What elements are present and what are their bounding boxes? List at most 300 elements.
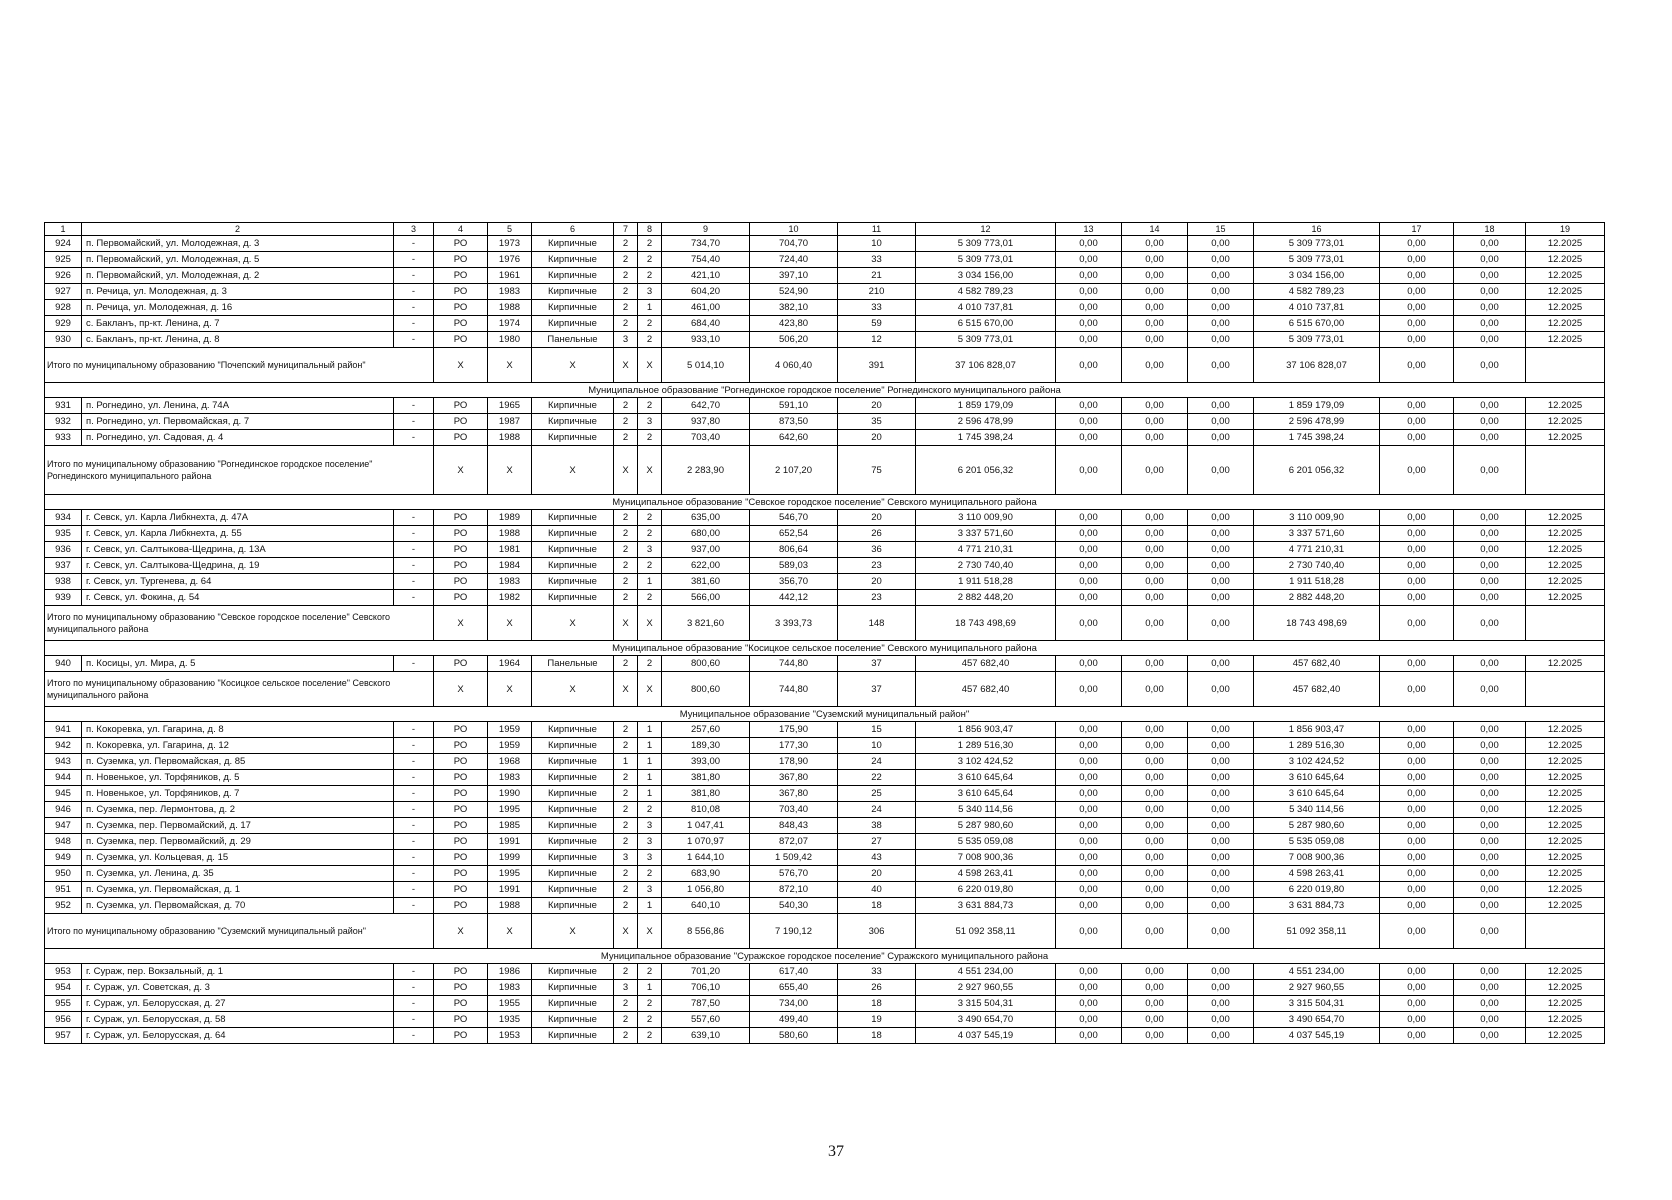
table-row [45, 818, 1605, 834]
data-cell: - [394, 850, 434, 866]
data-cell: 12.2025 [1526, 722, 1605, 738]
data-cell: 24 [838, 754, 916, 770]
table-row [45, 332, 1605, 348]
data-cell: 12.2025 [1526, 738, 1605, 754]
data-cell: 0,00 [1380, 786, 1454, 802]
data-cell: 2 [638, 430, 662, 446]
data-cell: 0,00 [1454, 510, 1526, 526]
data-cell: 2 [638, 802, 662, 818]
row-number-cell: 954 [45, 980, 82, 996]
data-cell: 0,00 [1188, 300, 1254, 316]
data-cell: 0,00 [1188, 542, 1254, 558]
data-cell: 1 745 398,24 [1254, 430, 1380, 446]
data-cell: 0,00 [1122, 1012, 1188, 1028]
total-cell [1526, 606, 1605, 641]
data-cell: 0,00 [1188, 882, 1254, 898]
data-cell: 0,00 [1188, 786, 1254, 802]
column-number-cell: 2 [82, 223, 394, 236]
data-cell: 684,40 [662, 316, 750, 332]
data-cell: 461,00 [662, 300, 750, 316]
data-cell: 421,10 [662, 268, 750, 284]
data-cell: 540,30 [750, 898, 838, 914]
data-cell: 546,70 [750, 510, 838, 526]
data-cell: 524,90 [750, 284, 838, 300]
total-cell: 0,00 [1188, 606, 1254, 641]
data-cell: 0,00 [1380, 332, 1454, 348]
table-row [45, 866, 1605, 882]
data-cell: 0,00 [1122, 1028, 1188, 1044]
data-cell: Кирпичные [532, 430, 614, 446]
data-cell: 0,00 [1122, 398, 1188, 414]
column-number-cell: 4 [434, 223, 488, 236]
data-cell: 0,00 [1122, 818, 1188, 834]
data-cell: РО [434, 980, 488, 996]
data-cell: 639,10 [662, 1028, 750, 1044]
data-cell: 1935 [488, 1012, 532, 1028]
data-cell: РО [434, 574, 488, 590]
data-cell: 12.2025 [1526, 252, 1605, 268]
data-cell: 0,00 [1454, 770, 1526, 786]
data-cell: 576,70 [750, 866, 838, 882]
row-number-cell: 952 [45, 898, 82, 914]
data-cell: 381,80 [662, 786, 750, 802]
data-cell: 27 [838, 834, 916, 850]
data-cell: 4 582 789,23 [916, 284, 1056, 300]
total-cell: 7 190,12 [750, 914, 838, 949]
table-row [45, 414, 1605, 430]
data-cell: РО [434, 1028, 488, 1044]
data-cell: 12.2025 [1526, 268, 1605, 284]
column-number-cell: 17 [1380, 223, 1454, 236]
data-cell: - [394, 754, 434, 770]
column-number-cell: 18 [1454, 223, 1526, 236]
data-cell: 0,00 [1380, 414, 1454, 430]
data-cell: Кирпичные [532, 284, 614, 300]
data-cell: 706,10 [662, 980, 750, 996]
data-cell: 0,00 [1454, 526, 1526, 542]
data-cell: 0,00 [1188, 574, 1254, 590]
data-cell: 12.2025 [1526, 754, 1605, 770]
data-cell: Кирпичные [532, 542, 614, 558]
data-cell: 3 [638, 818, 662, 834]
address-cell: п. Речица, ул. Молодежная, д. 3 [82, 284, 394, 300]
data-cell: 2 [614, 722, 638, 738]
data-cell: 3 102 424,52 [1254, 754, 1380, 770]
data-cell: 12.2025 [1526, 574, 1605, 590]
total-cell: 0,00 [1188, 446, 1254, 495]
data-cell: Кирпичные [532, 1012, 614, 1028]
total-cell: 2 283,90 [662, 446, 750, 495]
total-cell: Х [532, 446, 614, 495]
address-cell: г. Сураж, ул. Белорусская, д. 27 [82, 996, 394, 1012]
total-cell: Х [638, 914, 662, 949]
data-cell: 0,00 [1056, 574, 1122, 590]
data-cell: 3 [614, 850, 638, 866]
total-cell: 0,00 [1056, 914, 1122, 949]
data-cell: РО [434, 300, 488, 316]
data-cell: 704,70 [750, 236, 838, 252]
data-cell: 0,00 [1454, 850, 1526, 866]
data-cell: 367,80 [750, 770, 838, 786]
data-cell: - [394, 722, 434, 738]
data-cell: Панельные [532, 332, 614, 348]
data-cell: 0,00 [1454, 332, 1526, 348]
total-cell: 0,00 [1188, 914, 1254, 949]
data-cell: 873,50 [750, 414, 838, 430]
table-row [45, 898, 1605, 914]
data-cell: 0,00 [1380, 300, 1454, 316]
total-cell: 0,00 [1380, 606, 1454, 641]
row-number-cell: 943 [45, 754, 82, 770]
data-cell: 12.2025 [1526, 882, 1605, 898]
data-cell: 703,40 [750, 802, 838, 818]
table-row [45, 316, 1605, 332]
data-cell: - [394, 558, 434, 574]
data-cell: 0,00 [1122, 898, 1188, 914]
data-cell: 0,00 [1056, 850, 1122, 866]
total-cell: 0,00 [1380, 672, 1454, 707]
data-cell: 1 [638, 980, 662, 996]
data-cell: 33 [838, 252, 916, 268]
data-cell: 806,64 [750, 542, 838, 558]
data-cell: 3 110 009,90 [916, 510, 1056, 526]
data-cell: 2 [638, 590, 662, 606]
data-cell: РО [434, 558, 488, 574]
address-cell: п. Суземка, ул. Кольцевая, д. 15 [82, 850, 394, 866]
data-cell: РО [434, 284, 488, 300]
data-cell: 6 515 670,00 [916, 316, 1056, 332]
data-cell: 1995 [488, 866, 532, 882]
column-number-cell: 6 [532, 223, 614, 236]
data-cell: 2 [614, 574, 638, 590]
data-cell: 3 610 645,64 [1254, 770, 1380, 786]
section-header-row [45, 949, 1605, 964]
address-cell: п. Новенькое, ул. Торфяников, д. 5 [82, 770, 394, 786]
total-cell: 0,00 [1188, 672, 1254, 707]
data-cell: 10 [838, 738, 916, 754]
data-cell: 0,00 [1122, 722, 1188, 738]
data-cell: 1 [614, 754, 638, 770]
data-cell: - [394, 268, 434, 284]
data-cell: 12.2025 [1526, 786, 1605, 802]
address-cell: п. Первомайский, ул. Молодежная, д. 3 [82, 236, 394, 252]
data-cell: 2 730 740,40 [1254, 558, 1380, 574]
data-cell: 4 037 545,19 [916, 1028, 1056, 1044]
data-cell: 652,54 [750, 526, 838, 542]
data-cell: 1974 [488, 316, 532, 332]
data-cell: 0,00 [1188, 722, 1254, 738]
data-cell: 1988 [488, 430, 532, 446]
table-row [45, 300, 1605, 316]
data-cell: 0,00 [1188, 738, 1254, 754]
data-cell: 1 856 903,47 [1254, 722, 1380, 738]
data-cell: - [394, 866, 434, 882]
data-cell: 1 047,41 [662, 818, 750, 834]
data-cell: 2 [638, 996, 662, 1012]
data-cell: 12.2025 [1526, 300, 1605, 316]
data-cell: 655,40 [750, 980, 838, 996]
data-cell: 5 309 773,01 [916, 252, 1056, 268]
section-title: Муниципальное образование "Севское городское поселение" Севского муниципального района [45, 495, 1605, 510]
data-cell: Панельные [532, 656, 614, 672]
total-cell: 0,00 [1056, 446, 1122, 495]
data-cell: - [394, 398, 434, 414]
data-cell: 1 911 518,28 [916, 574, 1056, 590]
total-cell: 391 [838, 348, 916, 383]
data-cell: 0,00 [1056, 738, 1122, 754]
data-cell: 0,00 [1188, 332, 1254, 348]
data-cell: 1959 [488, 738, 532, 754]
data-cell: 591,10 [750, 398, 838, 414]
data-cell: 0,00 [1380, 268, 1454, 284]
data-cell: РО [434, 996, 488, 1012]
data-cell: 3 337 571,60 [1254, 526, 1380, 542]
data-cell: Кирпичные [532, 850, 614, 866]
data-cell: 800,60 [662, 656, 750, 672]
section-title: Муниципальное образование "Косицкое сельское поселение" Севского муниципального района [45, 641, 1605, 656]
data-cell: - [394, 898, 434, 914]
data-cell: Кирпичные [532, 996, 614, 1012]
column-number-cell: 19 [1526, 223, 1605, 236]
data-cell: 3 [638, 414, 662, 430]
data-cell: 1 509,42 [750, 850, 838, 866]
data-cell: 1999 [488, 850, 532, 866]
data-cell: 2 927 960,55 [1254, 980, 1380, 996]
data-cell: 0,00 [1056, 558, 1122, 574]
data-cell: 810,08 [662, 802, 750, 818]
data-cell: 1990 [488, 786, 532, 802]
data-cell: 7 008 900,36 [1254, 850, 1380, 866]
data-cell: - [394, 316, 434, 332]
data-cell: 40 [838, 882, 916, 898]
total-cell: 0,00 [1454, 348, 1526, 383]
data-cell: 0,00 [1056, 802, 1122, 818]
data-cell: 0,00 [1454, 656, 1526, 672]
data-cell: 622,00 [662, 558, 750, 574]
data-cell: 0,00 [1056, 398, 1122, 414]
data-cell: 0,00 [1188, 558, 1254, 574]
data-cell: - [394, 996, 434, 1012]
data-cell: 18 [838, 898, 916, 914]
data-cell: 1 859 179,09 [916, 398, 1056, 414]
row-number-cell: 941 [45, 722, 82, 738]
total-cell: 37 [838, 672, 916, 707]
data-cell: 2 [614, 898, 638, 914]
data-cell: 0,00 [1454, 866, 1526, 882]
data-cell: 12.2025 [1526, 802, 1605, 818]
column-number-cell: 3 [394, 223, 434, 236]
data-cell: 0,00 [1122, 252, 1188, 268]
data-cell: 20 [838, 574, 916, 590]
data-cell: 1 [638, 754, 662, 770]
data-cell: 0,00 [1454, 284, 1526, 300]
total-cell: Х [532, 348, 614, 383]
data-cell: РО [434, 882, 488, 898]
data-cell: Кирпичные [532, 268, 614, 284]
column-number-cell: 15 [1188, 223, 1254, 236]
data-cell: 0,00 [1454, 980, 1526, 996]
data-cell: 12.2025 [1526, 980, 1605, 996]
data-cell: 2 [614, 996, 638, 1012]
data-cell: 0,00 [1454, 590, 1526, 606]
data-cell: 12.2025 [1526, 818, 1605, 834]
total-cell: 0,00 [1380, 446, 1454, 495]
row-number-cell: 957 [45, 1028, 82, 1044]
data-cell: 1987 [488, 414, 532, 430]
data-cell: 683,90 [662, 866, 750, 882]
total-cell: Х [532, 914, 614, 949]
total-cell: 0,00 [1122, 348, 1188, 383]
data-cell: 0,00 [1056, 834, 1122, 850]
data-cell: 5 309 773,01 [1254, 332, 1380, 348]
data-cell: 0,00 [1188, 398, 1254, 414]
data-cell: 0,00 [1188, 236, 1254, 252]
data-cell: 12.2025 [1526, 590, 1605, 606]
data-cell: 12.2025 [1526, 1028, 1605, 1044]
row-number-cell: 929 [45, 316, 82, 332]
data-cell: 0,00 [1380, 316, 1454, 332]
data-cell: 1988 [488, 898, 532, 914]
data-cell: 2 [638, 252, 662, 268]
data-cell: Кирпичные [532, 866, 614, 882]
data-cell: 0,00 [1056, 866, 1122, 882]
total-cell: 0,00 [1188, 348, 1254, 383]
data-cell: 1991 [488, 882, 532, 898]
data-cell: 0,00 [1454, 818, 1526, 834]
data-cell: 1 289 516,30 [1254, 738, 1380, 754]
data-cell: 1980 [488, 332, 532, 348]
row-number-cell: 932 [45, 414, 82, 430]
data-cell: - [394, 980, 434, 996]
data-cell: Кирпичные [532, 414, 614, 430]
data-cell: 3 [614, 980, 638, 996]
data-cell: 26 [838, 980, 916, 996]
total-cell [1526, 672, 1605, 707]
data-cell: 872,10 [750, 882, 838, 898]
data-cell: 0,00 [1454, 300, 1526, 316]
total-cell: 0,00 [1122, 672, 1188, 707]
data-cell: 12.2025 [1526, 1012, 1605, 1028]
row-number-cell: 947 [45, 818, 82, 834]
table-row [45, 268, 1605, 284]
total-cell [1526, 914, 1605, 949]
data-cell: 18 [838, 1028, 916, 1044]
data-cell: РО [434, 316, 488, 332]
row-number-cell: 940 [45, 656, 82, 672]
data-cell: 33 [838, 964, 916, 980]
data-cell: - [394, 802, 434, 818]
data-cell: РО [434, 542, 488, 558]
data-cell: 0,00 [1122, 574, 1188, 590]
total-cell: 0,00 [1122, 446, 1188, 495]
column-number-cell: 7 [614, 223, 638, 236]
row-number-cell: 939 [45, 590, 82, 606]
data-cell: 0,00 [1454, 574, 1526, 590]
data-cell: 381,60 [662, 574, 750, 590]
data-cell: 0,00 [1056, 656, 1122, 672]
data-cell: - [394, 818, 434, 834]
total-cell: Х [488, 348, 532, 383]
row-number-cell: 953 [45, 964, 82, 980]
data-cell: 1986 [488, 964, 532, 980]
data-cell: 0,00 [1122, 284, 1188, 300]
data-cell: РО [434, 590, 488, 606]
data-cell: 12.2025 [1526, 834, 1605, 850]
data-cell: 724,40 [750, 252, 838, 268]
data-cell: 787,50 [662, 996, 750, 1012]
data-cell: 4 010 737,81 [1254, 300, 1380, 316]
table-row [45, 590, 1605, 606]
data-cell: 382,10 [750, 300, 838, 316]
total-cell: 75 [838, 446, 916, 495]
data-cell: 10 [838, 236, 916, 252]
data-cell: РО [434, 526, 488, 542]
data-cell: 1991 [488, 834, 532, 850]
address-cell: п. Первомайский, ул. Молодежная, д. 2 [82, 268, 394, 284]
data-cell: 0,00 [1380, 284, 1454, 300]
data-cell: - [394, 332, 434, 348]
data-cell: 2 [614, 558, 638, 574]
table-row [45, 1028, 1605, 1044]
data-cell: - [394, 574, 434, 590]
data-cell: 0,00 [1122, 802, 1188, 818]
table-row [45, 526, 1605, 542]
data-cell: 0,00 [1454, 964, 1526, 980]
data-cell: - [394, 590, 434, 606]
data-cell: 1985 [488, 818, 532, 834]
data-cell: 12.2025 [1526, 964, 1605, 980]
data-cell: 0,00 [1188, 510, 1254, 526]
data-cell: 2 730 740,40 [916, 558, 1056, 574]
data-cell: Кирпичные [532, 1028, 614, 1044]
data-cell: 4 551 234,00 [916, 964, 1056, 980]
data-cell: 23 [838, 590, 916, 606]
data-cell: 1 [638, 898, 662, 914]
data-cell: 604,20 [662, 284, 750, 300]
data-cell: 189,30 [662, 738, 750, 754]
data-cell: 0,00 [1122, 236, 1188, 252]
section-header-row [45, 641, 1605, 656]
data-cell: 642,70 [662, 398, 750, 414]
table-row [45, 284, 1605, 300]
data-cell: 2 [614, 510, 638, 526]
data-cell: 0,00 [1188, 866, 1254, 882]
data-cell: 0,00 [1380, 558, 1454, 574]
data-cell: 0,00 [1056, 786, 1122, 802]
data-cell: 0,00 [1122, 882, 1188, 898]
row-number-cell: 936 [45, 542, 82, 558]
data-cell: 1 056,80 [662, 882, 750, 898]
total-cell: Х [434, 672, 488, 707]
data-cell: 5 309 773,01 [916, 236, 1056, 252]
data-cell: 12.2025 [1526, 996, 1605, 1012]
data-cell: 0,00 [1380, 898, 1454, 914]
section-header-row [45, 495, 1605, 510]
address-cell: г. Севск, ул. Карла Либкнехта, д. 47А [82, 510, 394, 526]
total-cell: 0,00 [1056, 348, 1122, 383]
data-cell: 0,00 [1188, 850, 1254, 866]
data-cell: 3 [614, 332, 638, 348]
data-cell: 566,00 [662, 590, 750, 606]
data-cell: РО [434, 656, 488, 672]
total-cell: Х [434, 446, 488, 495]
data-cell: 0,00 [1122, 316, 1188, 332]
data-cell: 0,00 [1056, 284, 1122, 300]
total-cell: Х [434, 348, 488, 383]
data-cell: 1 289 516,30 [916, 738, 1056, 754]
data-cell: 2 [614, 542, 638, 558]
data-cell: 1 856 903,47 [916, 722, 1056, 738]
